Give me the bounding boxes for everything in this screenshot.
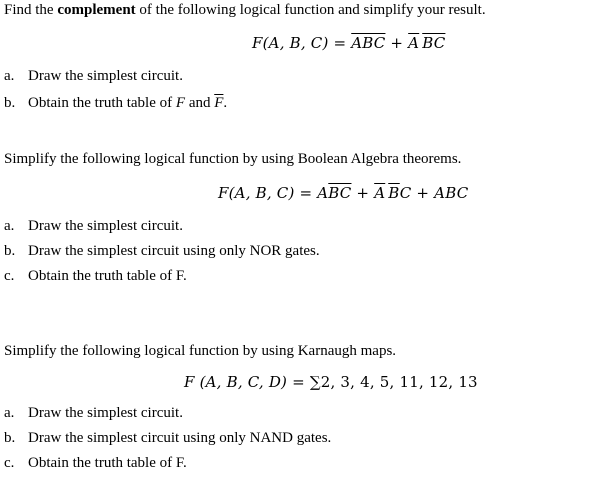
formula-eq: =	[287, 373, 310, 391]
item-text: Obtain the truth table of	[28, 95, 176, 111]
formula-rhs: ∑2, 3, 4, 5, 11, 12, 13	[309, 373, 478, 391]
formula-plus: +	[385, 34, 409, 52]
problem3-item-c	[4, 456, 187, 471]
item-text: Draw the simplest circuit using only NAND gates.	[28, 430, 332, 446]
item-letter: b.	[4, 243, 16, 259]
formula-lhs: F(A, B, C) =	[252, 34, 352, 52]
formula-plus: +	[411, 184, 435, 202]
item-letter: a.	[4, 68, 15, 84]
problem3-intro: Simplify the following logical function by using Karnaugh maps.	[4, 343, 397, 359]
formula-lhs: F (A, B, C, D)	[184, 373, 288, 391]
item-letter: c.	[4, 455, 15, 471]
problem1-item-a	[4, 69, 183, 84]
formula-term-bc-bar: $\overline{BC}$	[328, 184, 352, 202]
problem1-intro	[4, 3, 486, 18]
item-end: .	[223, 95, 228, 111]
problem3-item-b	[4, 431, 331, 446]
item-text: Obtain the truth table of F.	[28, 455, 187, 471]
formula-term-b-bar: $\overline{B}$	[388, 184, 400, 202]
item-text: Draw the simplest circuit using only NOR gates.	[28, 243, 320, 259]
problem1-intro-post: of the following logical function and simplify your result.	[135, 2, 486, 18]
problem2-intro: Simplify the following logical function by using Boolean Algebra theorems.	[4, 151, 462, 167]
problem2-item-b	[4, 244, 320, 259]
formula-term-a-bar: $\overline{A}$	[374, 184, 386, 202]
formula-term-c: C	[399, 184, 412, 202]
problem1-item-b	[4, 96, 227, 111]
formula-plus: +	[351, 184, 375, 202]
formula-term-abc-bar: $\overline{ABC}$	[351, 34, 386, 52]
item-letter: b.	[4, 95, 16, 111]
item-letter: a.	[4, 405, 15, 421]
formula-term-a: A	[317, 184, 329, 202]
problem3-item-a	[4, 406, 183, 421]
problem1-formula	[252, 36, 445, 51]
problem3-formula	[184, 375, 478, 390]
formula-term-bc-bar: $\overline{BC}$	[422, 34, 446, 52]
item-f-bar: $\overline{F}$	[214, 95, 224, 111]
problem1-intro-bold: complement	[57, 2, 136, 18]
formula-lhs: F(A, B, C) =	[218, 184, 318, 202]
problem2-formula	[218, 186, 468, 201]
item-text: Draw the simplest circuit.	[28, 405, 183, 421]
problem1-intro-pre: Find the	[4, 2, 58, 18]
item-text: Draw the simplest circuit.	[28, 68, 183, 84]
problem2-item-a	[4, 219, 183, 234]
item-letter: c.	[4, 268, 15, 284]
item-text: Draw the simplest circuit.	[28, 218, 183, 234]
item-and: and	[185, 95, 215, 111]
item-letter: a.	[4, 218, 15, 234]
formula-term-a-bar: $\overline{A}$	[408, 34, 420, 52]
problem2-item-c	[4, 269, 187, 284]
item-letter: b.	[4, 430, 16, 446]
item-f: F	[175, 95, 186, 111]
formula-term-abc: ABC	[434, 184, 469, 202]
item-text: Obtain the truth table of F.	[28, 268, 187, 284]
